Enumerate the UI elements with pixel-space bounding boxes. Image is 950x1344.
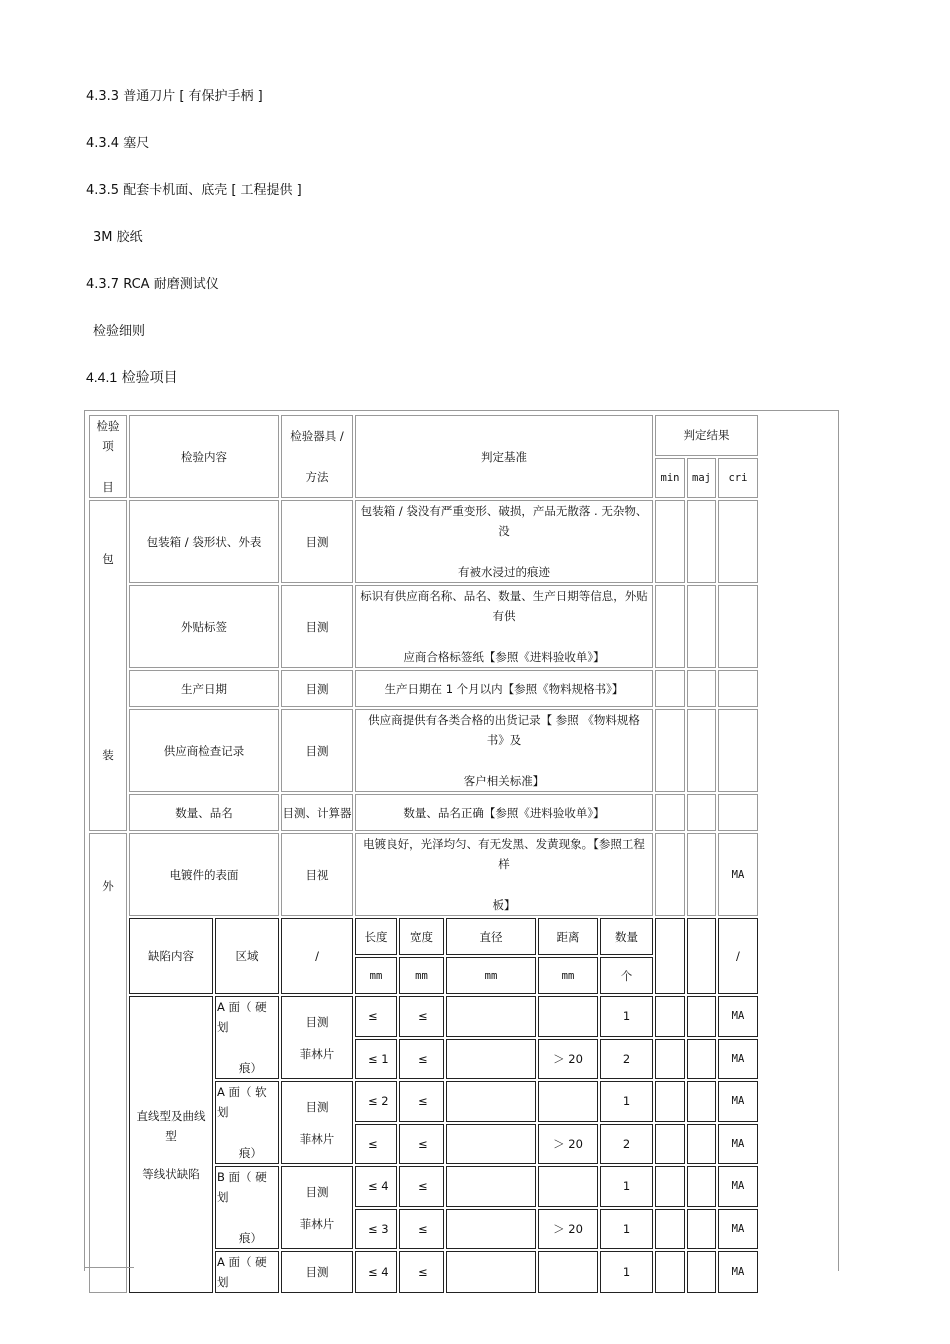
section-4-3-5: 4.3.5 配套卡机面、底壳 [ 工程提供 ]: [86, 183, 302, 198]
appearance-label: 外: [89, 833, 127, 1293]
result-maj: [687, 709, 716, 792]
zone-a-hard-2-method: 目测: [281, 1251, 353, 1293]
plating-standard: 电镀良好，光泽均匀、有无发黑、发黄现象。【参照工程样 板】: [355, 833, 653, 916]
cell-width: ≤: [399, 1081, 444, 1122]
label-standard: 标识有供应商名称、品名、数量、生产日期等信息，外贴有供 应商合格标签纸【参照《进料验收单》】: [355, 585, 653, 668]
inspection-table: [87, 413, 760, 1295]
cell-distance: [538, 996, 598, 1037]
result-maj: [687, 1209, 716, 1250]
result-min: [655, 1166, 685, 1207]
result-min: [655, 1124, 685, 1165]
unit-length: mm: [355, 957, 397, 994]
header-result: 判定结果: [655, 415, 758, 456]
result-maj: [687, 1081, 716, 1122]
section-4-4-1: [86, 367, 178, 387]
header-maj: maj: [687, 458, 716, 499]
quantity-content: 数量、品名: [129, 794, 279, 831]
cell-length: ≤ 4: [355, 1166, 397, 1207]
unit-qty: 个: [600, 957, 653, 994]
plating-content: 电镀件的表面: [129, 833, 279, 916]
cell-length: ≤ 3: [355, 1209, 397, 1250]
result-min: [655, 794, 685, 831]
result-cri: [718, 670, 758, 707]
cell-distance: ＞ 20: [538, 1039, 598, 1080]
cell-length: ≤: [355, 1124, 397, 1165]
packaging-method: 目测: [281, 500, 353, 583]
cell-diameter: [446, 1081, 536, 1122]
date-standard: 生产日期在 1 个月以内【参照《物料规格书》】: [355, 670, 653, 707]
result-maj: [687, 918, 716, 994]
result-min: [655, 585, 685, 668]
section-3m-tape: 3M 胶纸: [93, 230, 143, 245]
result-maj: [687, 1251, 716, 1293]
result-min: [655, 709, 685, 792]
result-maj: [687, 1166, 716, 1207]
defect-header-zone: 区域: [215, 918, 279, 994]
result-cri: [718, 709, 758, 792]
cell-diameter: [446, 996, 536, 1037]
unit-diameter: mm: [446, 957, 536, 994]
result-maj: [687, 670, 716, 707]
cell-width: ≤: [399, 1124, 444, 1165]
cell-cri: MA: [718, 1081, 758, 1122]
plating-cri: MA: [718, 833, 758, 916]
defect-header-width: 宽度: [399, 918, 444, 955]
packaging-standard: 包装箱 / 袋没有严重变形、破损，产品无散落 . 无杂物、没 有被水浸过的痕迹: [355, 500, 653, 583]
cell-distance: [538, 1081, 598, 1122]
cell-qty: 2: [600, 1124, 653, 1165]
cell-distance: [538, 1166, 598, 1207]
defect-group: 直线型及曲线型 等线状缺陷: [129, 996, 213, 1293]
cell-distance: ＞ 20: [538, 1124, 598, 1165]
result-min: [655, 996, 685, 1037]
zone-a-soft: A 面（ 软划 痕）: [215, 1081, 279, 1164]
cell-cri: MA: [718, 996, 758, 1037]
cell-qty: 1: [600, 996, 653, 1037]
section-4-4-1-title: 检验项目: [121, 370, 178, 386]
cell-cri: MA: [718, 1166, 758, 1207]
zone-a-soft-method: 目测 菲林片: [281, 1081, 353, 1164]
result-cri: [718, 585, 758, 668]
cell-width: ≤: [399, 996, 444, 1037]
result-maj: [687, 500, 716, 583]
supplier-record-content: 供应商检查记录: [129, 709, 279, 792]
zone-a-hard: A 面（ 硬划 痕）: [215, 996, 279, 1079]
cell-cri: MA: [718, 1124, 758, 1165]
cell-width: ≤: [399, 1039, 444, 1080]
header-item: 检验项 目: [89, 415, 127, 498]
quantity-method: 目测、计算器: [281, 794, 353, 831]
cell-length: ≤ 2: [355, 1081, 397, 1122]
cell-distance: [538, 1251, 598, 1293]
quantity-standard: 数量、品名正确【参照《进料验收单》】: [355, 794, 653, 831]
defect-header-length: 长度: [355, 918, 397, 955]
table-bottom-rule: [84, 1267, 134, 1268]
cell-qty: 2: [600, 1039, 653, 1080]
result-min: [655, 1039, 685, 1080]
section-4-4-1-number: 4.4.1: [86, 369, 118, 385]
section-4-3-7: 4.3.7 RCA 耐磨测试仪: [86, 277, 219, 292]
result-cri: [718, 500, 758, 583]
cell-diameter: [446, 1209, 536, 1250]
cell-diameter: [446, 1039, 536, 1080]
packaging-label: 包 装: [89, 500, 127, 831]
supplier-record-standard: 供应商提供有各类合格的出货记录【 参照 《物料规格书》及 客户相关标准】: [355, 709, 653, 792]
header-standard: 判定基准: [355, 415, 653, 498]
defect-header-distance: 距离: [538, 918, 598, 955]
cell-cri: MA: [718, 1039, 758, 1080]
defect-header-diameter: 直径: [446, 918, 536, 955]
cell-width: ≤: [399, 1251, 444, 1293]
zone-b-hard-method: 目测 菲林片: [281, 1166, 353, 1249]
zone-b-hard: B 面（ 硬划 痕）: [215, 1166, 279, 1249]
cell-qty: 1: [600, 1081, 653, 1122]
zone-a-hard-2: A 面（ 硬划: [215, 1251, 279, 1293]
date-content: 生产日期: [129, 670, 279, 707]
result-maj: [687, 996, 716, 1037]
result-maj: [687, 1039, 716, 1080]
cell-distance: ＞ 20: [538, 1209, 598, 1250]
inspection-table-frame: [84, 410, 839, 1289]
cell-qty: 1: [600, 1209, 653, 1250]
unit-distance: mm: [538, 957, 598, 994]
plating-method: 目视: [281, 833, 353, 916]
supplier-record-method: 目测: [281, 709, 353, 792]
result-maj: [687, 585, 716, 668]
header-min: min: [655, 458, 685, 499]
result-maj: [687, 833, 716, 916]
result-min: [655, 918, 685, 994]
section-4-4: 检验细则: [93, 324, 146, 339]
header-content: 检验内容: [129, 415, 279, 498]
cell-qty: 1: [600, 1166, 653, 1207]
cell-qty: 1: [600, 1251, 653, 1293]
result-cri: [718, 794, 758, 831]
result-maj: [687, 794, 716, 831]
cell-diameter: [446, 1166, 536, 1207]
defect-header-cri: /: [718, 918, 758, 994]
section-4-3-3: 4.3.3 普通刀片 [ 有保护手柄 ]: [86, 89, 263, 104]
cell-length: ≤ 1: [355, 1039, 397, 1080]
result-min: [655, 833, 685, 916]
header-tool: 检验器具 / 方法: [281, 415, 353, 498]
cell-length: ≤: [355, 996, 397, 1037]
section-4-3-4: 4.3.4 塞尺: [86, 136, 150, 151]
zone-a-hard-method: 目测 菲林片: [281, 996, 353, 1079]
defect-header-slash: /: [281, 918, 353, 994]
cell-diameter: [446, 1124, 536, 1165]
cell-width: ≤: [399, 1209, 444, 1250]
cell-width: ≤: [399, 1166, 444, 1207]
cell-length: ≤ 4: [355, 1251, 397, 1293]
result-maj: [687, 1124, 716, 1165]
result-min: [655, 1081, 685, 1122]
cell-cri: MA: [718, 1209, 758, 1250]
result-min: [655, 500, 685, 583]
label-content: 外贴标签: [129, 585, 279, 668]
result-min: [655, 1209, 685, 1250]
cell-diameter: [446, 1251, 536, 1293]
unit-width: mm: [399, 957, 444, 994]
defect-header-defect: 缺陷内容: [129, 918, 213, 994]
cell-cri: MA: [718, 1251, 758, 1293]
date-method: 目测: [281, 670, 353, 707]
label-method: 目测: [281, 585, 353, 668]
header-cri: cri: [718, 458, 758, 499]
defect-header-qty: 数量: [600, 918, 653, 955]
packaging-content: 包装箱 / 袋形状、外表: [129, 500, 279, 583]
result-min: [655, 1251, 685, 1293]
result-min: [655, 670, 685, 707]
